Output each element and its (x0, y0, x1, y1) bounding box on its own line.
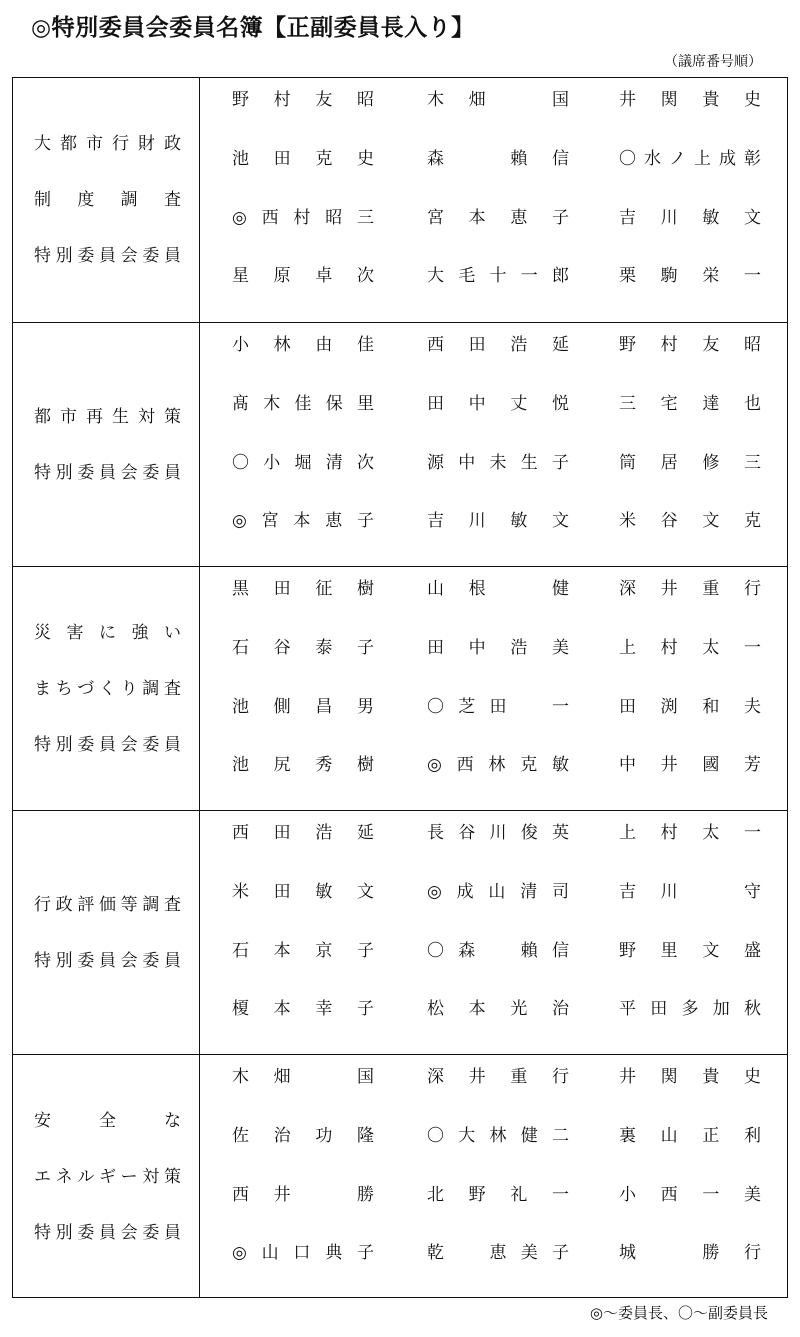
member-name: 黒田征樹 (232, 579, 374, 599)
member-name: 平田多加秋 (619, 999, 761, 1019)
member-name: 深井重行 (427, 1067, 569, 1087)
committee-name-line: 特別委員会委員 (34, 246, 181, 266)
member-grid (200, 1055, 787, 1298)
member-name: 髙木佳保里 (232, 394, 374, 414)
member-name: 田中浩美 (427, 638, 569, 658)
member-name: 西田浩延 (427, 335, 569, 355)
member-name: 池田克史 (232, 149, 374, 169)
committee-name-cell (13, 567, 200, 810)
member-name: 小林由佳 (232, 335, 374, 355)
member-name: 野村友昭 (232, 90, 374, 110)
member-name: 野村友昭 (619, 335, 761, 355)
committee-name-line: まちづくり調査 (34, 678, 181, 699)
member-name: 宮本恵子 (427, 208, 569, 228)
member-name: 筒居修三 (619, 453, 761, 473)
committee-name-line: 行政評価等調査 (34, 894, 181, 915)
member-name: ◎成山清司 (427, 882, 569, 902)
legend-note: ◎～委員長、〇～副委員長 (589, 1304, 768, 1322)
committee-name-line: 特別委員会委員 (34, 734, 181, 755)
page-title: ◎特別委員会委員名簿【正副委員長入り】 (31, 15, 475, 41)
member-name: 栗駒栄一 (619, 266, 761, 286)
committee-block (13, 78, 787, 322)
member-name: 松本光治 (427, 999, 569, 1019)
member-name: 城 勝行 (619, 1243, 761, 1263)
member-name: 〇水ノ上成彰 (619, 149, 761, 169)
member-name: 井関貴史 (619, 90, 761, 110)
member-name: 米田敏文 (232, 882, 374, 902)
committee-block (13, 322, 787, 566)
member-grid (200, 323, 787, 566)
committee-block (13, 1054, 787, 1298)
member-name: 佐治功隆 (232, 1126, 374, 1146)
sort-order-note: （議席番号順） (664, 54, 762, 70)
committee-name-line: エネルギー対策 (34, 1166, 181, 1187)
member-name: 乾 恵美子 (427, 1243, 569, 1263)
committee-name-cell (13, 323, 200, 566)
member-name: 星原卓次 (232, 266, 374, 286)
member-name: 西田浩延 (232, 823, 374, 843)
member-name: 吉川 守 (619, 882, 761, 902)
member-grid (200, 78, 787, 322)
member-name: 野里文盛 (619, 941, 761, 961)
committee-name-cell (13, 78, 200, 322)
member-name: 池側昌男 (232, 697, 374, 717)
member-name: 吉川敏文 (619, 208, 761, 228)
member-name: 〇大林健二 (427, 1126, 569, 1146)
member-name: ◎宮本恵子 (232, 511, 374, 531)
member-name: ◎西林克敏 (427, 755, 569, 775)
member-name: 石本京子 (232, 941, 374, 961)
member-name: 榎本幸子 (232, 999, 374, 1019)
committee-name-line: 大都市行財政 (34, 134, 181, 154)
committee-name-line: 安全な (34, 1110, 181, 1131)
member-name: 〇小堀清次 (232, 453, 374, 473)
member-name: 中井國芳 (619, 755, 761, 775)
member-name: 石谷泰子 (232, 638, 374, 658)
member-name: 源中未生子 (427, 453, 569, 473)
member-name: 〇森 賴信 (427, 941, 569, 961)
member-name: ◎山口典子 (232, 1243, 374, 1263)
member-name: 上村太一 (619, 638, 761, 658)
committee-name-line: 特別委員会委員 (34, 1222, 181, 1243)
member-name: 大毛十一郎 (427, 266, 569, 286)
member-name: 米谷文克 (619, 511, 761, 531)
member-name: 北野礼一 (427, 1185, 569, 1205)
committee-block (13, 566, 787, 810)
member-grid (200, 811, 787, 1054)
member-name: 木畑 国 (427, 90, 569, 110)
committee-name-line: 特別委員会委員 (34, 950, 181, 971)
member-name: 長谷川俊英 (427, 823, 569, 843)
member-name: 深井重行 (619, 579, 761, 599)
committee-name-cell (13, 811, 200, 1054)
committee-name-line: 特別委員会委員 (34, 462, 181, 483)
member-name: 小西一美 (619, 1185, 761, 1205)
committee-name-line: 都市再生対策 (34, 406, 181, 427)
committee-block (13, 810, 787, 1054)
member-name: 裏山正利 (619, 1126, 761, 1146)
committee-name-line: 災害に強い (34, 622, 181, 643)
member-name: 吉川敏文 (427, 511, 569, 531)
member-name: 三宅達也 (619, 394, 761, 414)
member-name: 田渕和夫 (619, 697, 761, 717)
member-grid (200, 567, 787, 810)
member-name: 井関貴史 (619, 1067, 761, 1087)
member-name: 池尻秀樹 (232, 755, 374, 775)
member-name: 西井 勝 (232, 1185, 374, 1205)
member-name: 田中丈悦 (427, 394, 569, 414)
member-name: ◎西村昭三 (232, 208, 374, 228)
member-name: 〇芝田 一 (427, 697, 569, 717)
committee-name-line: 制度調査 (34, 190, 181, 210)
committee-roster-table (12, 77, 788, 1298)
committee-name-cell (13, 1055, 200, 1298)
member-name: 山根 健 (427, 579, 569, 599)
member-name: 森 賴信 (427, 149, 569, 169)
member-name: 木畑 国 (232, 1067, 374, 1087)
member-name: 上村太一 (619, 823, 761, 843)
